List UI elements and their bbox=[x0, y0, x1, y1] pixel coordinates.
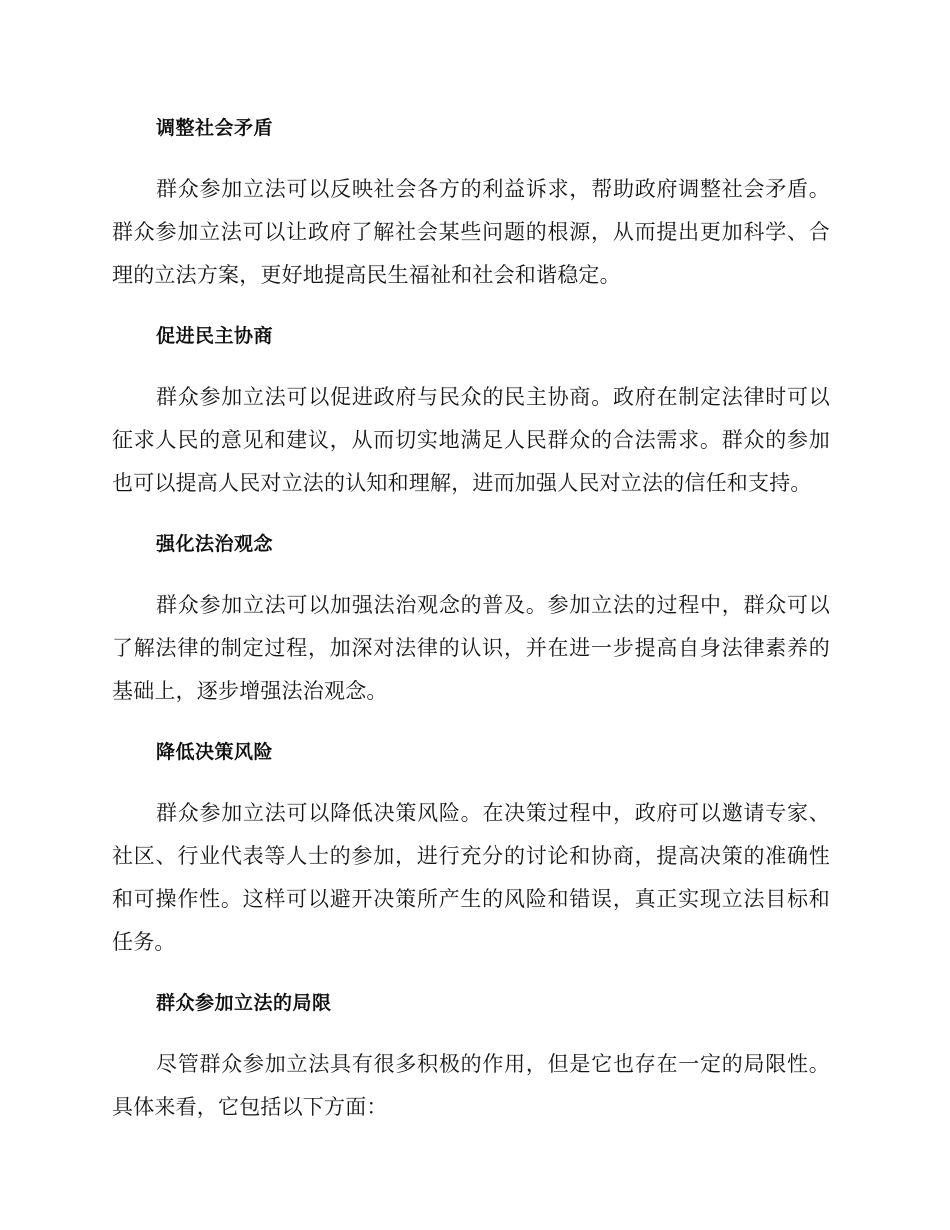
section-heading: 强化法治观念 bbox=[156, 533, 274, 555]
section-adjust-social-contradictions bbox=[112, 108, 830, 297]
section-heading: 促进民主协商 bbox=[156, 325, 274, 347]
section-limitations bbox=[112, 983, 830, 1129]
section-promote-democratic-consultation bbox=[112, 316, 830, 505]
section-heading: 调整社会矛盾 bbox=[156, 117, 274, 139]
section-paragraph: 群众参加立法可以促进政府与民众的民主协商。政府在制定法律时可以征求人民的意见和建议，从而切实地满足人民群众的合法需求。群众的参加也可以提高人民对立法的认知和理解，进而加强人民对立法的信任和支持。 bbox=[112, 385, 830, 495]
section-reduce-decision-risk bbox=[112, 732, 830, 964]
section-heading: 群众参加立法的局限 bbox=[156, 992, 332, 1014]
document-body bbox=[112, 108, 830, 1148]
section-paragraph: 尽管群众参加立法具有很多积极的作用，但是它也存在一定的局限性。具体来看，它包括以下方面： bbox=[112, 1052, 830, 1119]
section-paragraph: 群众参加立法可以反映社会各方的利益诉求，帮助政府调整社会矛盾。群众参加立法可以让政府了解社会某些问题的根源，从而提出更加科学、合理的立法方案，更好地提高民生福祉和社会和谐稳定。 bbox=[112, 177, 830, 287]
section-heading: 降低决策风险 bbox=[156, 741, 274, 763]
section-strengthen-rule-of-law bbox=[112, 524, 830, 713]
section-paragraph: 群众参加立法可以加强法治观念的普及。参加立法的过程中，群众可以了解法律的制定过程，加深对法律的认识，并在进一步提高自身法律素养的基础上，逐步增强法治观念。 bbox=[112, 593, 830, 703]
section-paragraph: 群众参加立法可以降低决策风险。在决策过程中，政府可以邀请专家、社区、行业代表等人士的参加，进行充分的讨论和协商，提高决策的准确性和可操作性。这样可以避开决策所产生的风险和错误，真正实现立法目标和任务。 bbox=[112, 801, 830, 954]
